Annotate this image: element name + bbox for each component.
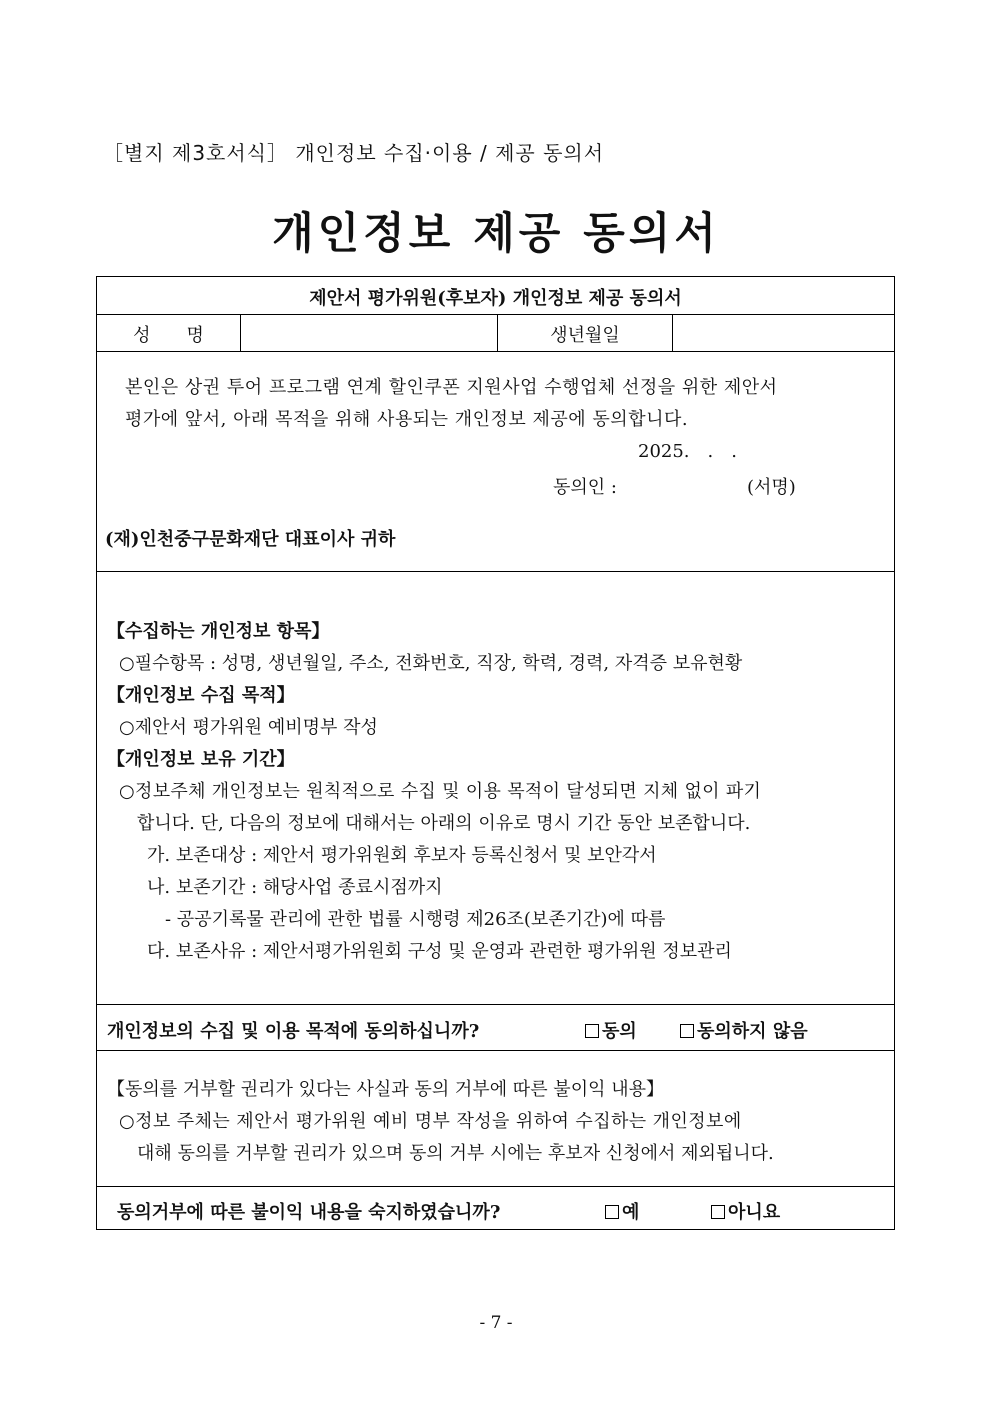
retention-period: 나. 보존기간 : 해당사업 종료시점까지 — [147, 877, 443, 898]
disagree-checkbox[interactable] — [680, 1024, 694, 1038]
collected-items-heading: 【수집하는 개인정보 항목】 — [107, 621, 330, 642]
consent-date: 2025. . . — [638, 441, 737, 462]
refusal-line2: 대해 동의를 거부할 권리가 있으며 동의 거부 시에는 후보자 신청에서 제외됩니다. — [137, 1143, 774, 1164]
consent-form-table — [96, 276, 895, 1230]
agree-label: 동의 — [602, 1021, 637, 1042]
collected-items-text: ○필수항목 : 성명, 생년월일, 주소, 전화번호, 직장, 학력, 경력, 자격증 보유현황 — [119, 653, 743, 674]
divider — [97, 1186, 894, 1187]
document-title: 개인정보 제공 동의서 — [272, 209, 720, 259]
retention-line1: ○정보주체 개인정보는 원칙적으로 수집 및 이용 목적이 달성되면 지체 없이 파기 — [119, 781, 762, 802]
no-option[interactable] — [711, 1198, 780, 1224]
signature-label: (서명) — [747, 477, 796, 498]
yes-checkbox[interactable] — [605, 1205, 619, 1219]
disagree-option[interactable] — [680, 1017, 808, 1043]
recipient-line: (재)인천중구문화재단 대표이사 귀하 — [105, 529, 396, 550]
divider — [97, 1004, 894, 1005]
agree-option[interactable] — [585, 1017, 637, 1043]
name-label: 성 명 — [133, 325, 204, 346]
refusal-heading: 【동의를 거부할 권리가 있다는 사실과 동의 거부에 따른 불이익 내용】 — [107, 1079, 664, 1100]
refusal-line1: ○정보 주체는 제안서 평가위원 예비 명부 작성을 위하여 수집하는 개인정보에 — [119, 1111, 742, 1132]
purpose-heading: 【개인정보 수집 목적】 — [107, 685, 295, 706]
disagree-label: 동의하지 않음 — [697, 1021, 808, 1042]
table-header: 제안서 평가위원(후보자) 개인정보 제공 동의서 — [309, 288, 682, 309]
name-field[interactable] — [241, 314, 497, 351]
no-checkbox[interactable] — [711, 1205, 725, 1219]
retention-target: 가. 보존대상 : 제안서 평가위원회 후보자 등록신청서 및 보안각서 — [147, 845, 657, 866]
retention-line2: 합니다. 단, 다음의 정보에 대해서는 아래의 이유로 명시 기간 동안 보존합니다. — [137, 813, 751, 834]
yes-label: 예 — [622, 1202, 640, 1223]
retention-reason: 다. 보존사유 : 제안서평가위원회 구성 및 운영과 관련한 평가위원 정보관리 — [147, 941, 732, 962]
purpose-text: ○제안서 평가위원 예비명부 작성 — [119, 717, 378, 738]
yes-option[interactable] — [605, 1198, 639, 1224]
form-number-label: ［별지 제3호서식］ 개인정보 수집·이용 / 제공 동의서 — [103, 141, 605, 165]
consent-question: 개인정보의 수집 및 이용 목적에 동의하십니까? — [107, 1021, 480, 1042]
acknowledge-question: 동의거부에 따른 불이익 내용을 숙지하였습니까? — [117, 1202, 501, 1223]
birth-date-label: 생년월일 — [550, 325, 620, 346]
retention-period-note: - 공공기록물 관리에 관한 법률 시행령 제26조(보존기간)에 따름 — [165, 909, 666, 930]
divider — [97, 351, 894, 352]
retention-heading: 【개인정보 보유 기간】 — [107, 749, 295, 770]
consent-statement-line1: 본인은 상권 투어 프로그램 연계 할인쿠폰 지원사업 수행업체 선정을 위한 제안서 — [125, 377, 778, 398]
birth-date-field[interactable] — [673, 314, 894, 351]
page-number: - 7 - — [479, 1313, 513, 1333]
divider — [97, 1050, 894, 1051]
signer-label: 동의인 : — [553, 477, 617, 498]
divider — [97, 571, 894, 572]
consent-statement-line2: 평가에 앞서, 아래 목적을 위해 사용되는 개인정보 제공에 동의합니다. — [125, 409, 689, 430]
no-label: 아니요 — [728, 1202, 781, 1223]
agree-checkbox[interactable] — [585, 1024, 599, 1038]
